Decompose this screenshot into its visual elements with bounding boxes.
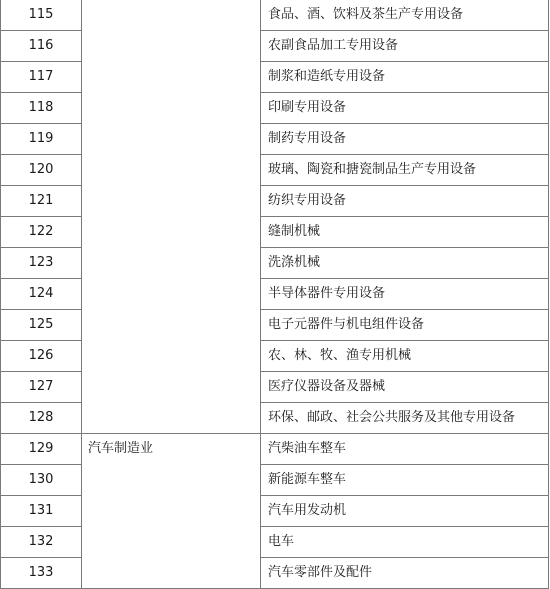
table-row bbox=[1, 248, 549, 279]
product-cell: 制浆和造纸专用设备 bbox=[261, 62, 549, 93]
product-cell: 洗涤机械 bbox=[261, 248, 549, 279]
row-number: 131 bbox=[1, 496, 82, 527]
row-number: 127 bbox=[1, 372, 82, 403]
table-row bbox=[1, 496, 549, 527]
table-row bbox=[1, 341, 549, 372]
product-cell: 农副食品加工专用设备 bbox=[261, 31, 549, 62]
row-number: 115 bbox=[1, 0, 82, 31]
row-number: 128 bbox=[1, 403, 82, 434]
industry-cell bbox=[82, 124, 261, 155]
row-number: 129 bbox=[1, 434, 82, 465]
product-cell: 纺织专用设备 bbox=[261, 186, 549, 217]
row-number: 120 bbox=[1, 155, 82, 186]
table-row bbox=[1, 155, 549, 186]
row-number: 121 bbox=[1, 186, 82, 217]
industry-cell bbox=[82, 217, 261, 248]
table-row bbox=[1, 217, 549, 248]
table-row bbox=[1, 558, 549, 589]
industry-cell bbox=[82, 527, 261, 558]
product-cell: 电车 bbox=[261, 527, 549, 558]
industry-cell bbox=[82, 279, 261, 310]
industry-cell: 汽车制造业 bbox=[82, 434, 261, 465]
row-number: 132 bbox=[1, 527, 82, 558]
table-row bbox=[1, 62, 549, 93]
row-number: 116 bbox=[1, 31, 82, 62]
product-cell: 电子元器件与机电组件设备 bbox=[261, 310, 549, 341]
product-cell: 缝制机械 bbox=[261, 217, 549, 248]
table-row bbox=[1, 124, 549, 155]
industry-cell bbox=[82, 0, 261, 31]
table-row bbox=[1, 310, 549, 341]
product-cell: 玻璃、陶瓷和搪瓷制品生产专用设备 bbox=[261, 155, 549, 186]
table-row bbox=[1, 0, 549, 31]
product-cell: 印刷专用设备 bbox=[261, 93, 549, 124]
industry-cell bbox=[82, 372, 261, 403]
industry-cell bbox=[82, 558, 261, 589]
table-row bbox=[1, 434, 549, 465]
industry-cell bbox=[82, 403, 261, 434]
row-number: 126 bbox=[1, 341, 82, 372]
product-cell: 汽车用发动机 bbox=[261, 496, 549, 527]
table-row bbox=[1, 279, 549, 310]
product-cell: 食品、酒、饮料及茶生产专用设备 bbox=[261, 0, 549, 31]
industry-cell bbox=[82, 310, 261, 341]
product-cell: 汽车零部件及配件 bbox=[261, 558, 549, 589]
product-cell: 医疗仪器设备及器械 bbox=[261, 372, 549, 403]
table-row bbox=[1, 372, 549, 403]
row-number: 125 bbox=[1, 310, 82, 341]
product-cell: 制药专用设备 bbox=[261, 124, 549, 155]
product-cell: 环保、邮政、社会公共服务及其他专用设备 bbox=[261, 403, 549, 434]
product-cell: 汽柴油车整车 bbox=[261, 434, 549, 465]
industry-cell bbox=[82, 341, 261, 372]
industry-cell bbox=[82, 248, 261, 279]
row-number: 124 bbox=[1, 279, 82, 310]
industry-cell bbox=[82, 496, 261, 527]
industry-cell bbox=[82, 93, 261, 124]
row-number: 122 bbox=[1, 217, 82, 248]
row-number: 130 bbox=[1, 465, 82, 496]
row-number: 119 bbox=[1, 124, 82, 155]
table-row bbox=[1, 31, 549, 62]
table-row bbox=[1, 93, 549, 124]
row-number: 133 bbox=[1, 558, 82, 589]
product-cell: 新能源车整车 bbox=[261, 465, 549, 496]
row-number: 123 bbox=[1, 248, 82, 279]
table-row bbox=[1, 186, 549, 217]
product-cell: 半导体器件专用设备 bbox=[261, 279, 549, 310]
industry-cell bbox=[82, 62, 261, 93]
industry-cell bbox=[82, 465, 261, 496]
industry-cell bbox=[82, 186, 261, 217]
row-number: 117 bbox=[1, 62, 82, 93]
table-row bbox=[1, 527, 549, 558]
industry-cell bbox=[82, 155, 261, 186]
product-cell: 农、林、牧、渔专用机械 bbox=[261, 341, 549, 372]
table-row bbox=[1, 465, 549, 496]
industry-cell bbox=[82, 31, 261, 62]
row-number: 118 bbox=[1, 93, 82, 124]
table-row bbox=[1, 403, 549, 434]
